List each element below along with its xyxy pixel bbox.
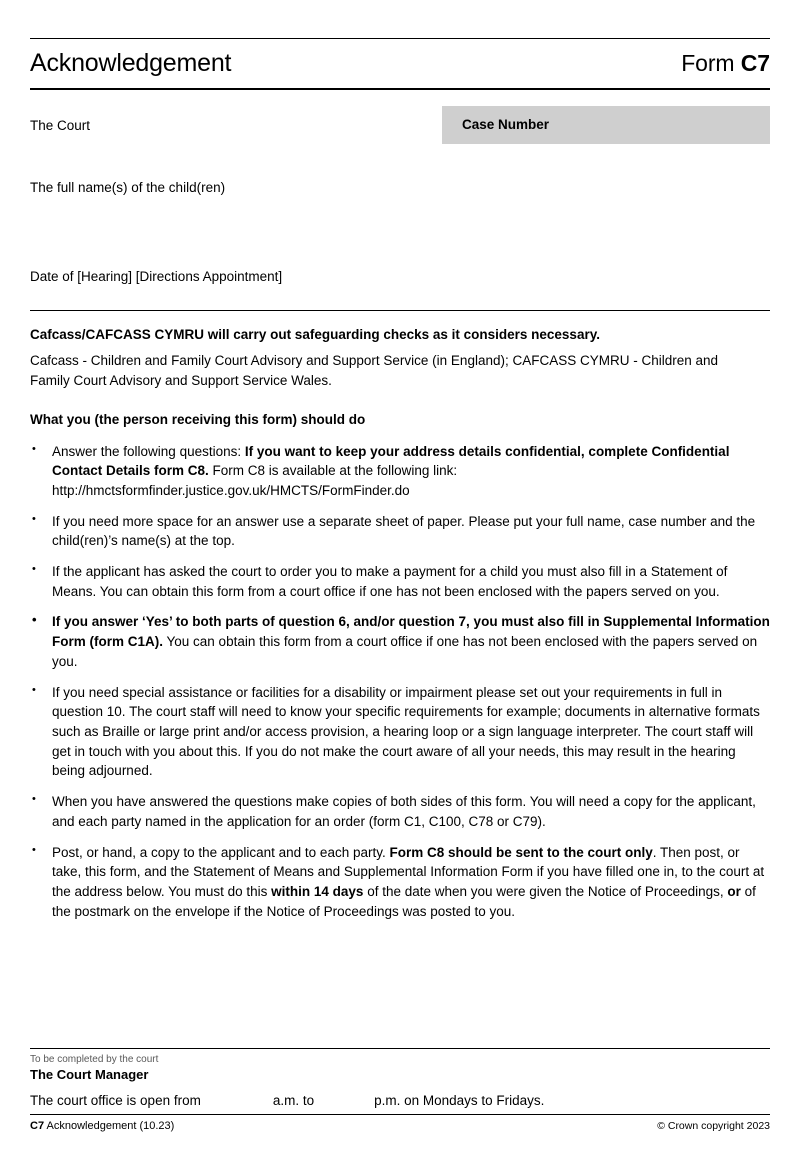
instruction-emphasis: or — [727, 883, 741, 899]
safeguarding-statement: Cafcass/CAFCASS CYMRU will carry out safeguarding checks as it considers necessary. — [30, 326, 600, 342]
instruction-emphasis: within 14 days — [271, 883, 364, 899]
instructions-list — [30, 442, 770, 922]
instruction-item — [30, 843, 770, 922]
page-title: Acknowledgement — [30, 49, 232, 77]
court-office-hours-row — [30, 1093, 770, 1114]
hearing-date-label: Date of [Hearing] [Directions Appointment] — [30, 268, 283, 284]
case-number-field[interactable] — [442, 106, 770, 144]
children-names-input-area[interactable] — [30, 195, 770, 269]
instruction-text: If the applicant has asked the court to order you to make a payment for a child you must also fill in a Statement of Means. You can obtain this form from a court office if one has not been enclosed with the papers served on you. — [52, 564, 728, 599]
instructions-heading: What you (the person receiving this form) should do — [30, 411, 366, 427]
children-names-label: The full name(s) of the child(ren) — [30, 179, 226, 195]
office-open-am-label: a.m. to — [272, 1093, 315, 1108]
footer-completed-by-court-note: To be completed by the court — [30, 1053, 159, 1065]
instruction-text: of the postmark on the envelope if the Notice of Proceedings was posted to you. — [52, 883, 756, 919]
instruction-text: Post, or hand, a copy to the applicant and to each party. — [52, 844, 390, 860]
instruction-text: If you need more space for an answer use a separate sheet of paper. Please put your full name, case number and the child(ren)’s name(s) at the top. — [52, 513, 756, 549]
hearing-date-input-area[interactable] — [30, 284, 770, 310]
court-field-label: The Court — [30, 117, 91, 133]
footer-court-manager-label: The Court Manager — [30, 1067, 149, 1082]
instruction-emphasis: If you answer ‘Yes’ to both parts of question 6, and/or question 7, you must also fill in Supplemental Information Form (form C1A). — [52, 614, 770, 650]
form-code: C7 — [740, 50, 770, 76]
document-header — [30, 39, 770, 88]
form-label-prefix: Form — [681, 50, 741, 76]
form-page — [0, 38, 800, 1168]
instruction-item — [30, 512, 770, 551]
instruction-item — [30, 442, 770, 501]
office-open-pm-label: p.m. on Mondays to Fridays. — [374, 1093, 545, 1108]
footer — [30, 1048, 770, 1133]
footer-form-name: Acknowledgement (10.23) — [44, 1120, 175, 1132]
instruction-item — [30, 562, 770, 601]
instruction-item — [30, 612, 770, 671]
instruction-text: Answer the following questions: — [52, 443, 245, 459]
footer-copyright: © Crown copyright 2023 — [657, 1120, 770, 1132]
instruction-item — [30, 683, 770, 782]
footer-form-reference — [30, 1120, 174, 1132]
instruction-text: When you have answered the questions make copies of both sides of this form. You will need a copy for the applicant, and each party named in the application for an order (form C1, C100, C78 or C79). — [52, 794, 756, 829]
case-number-label: Case Number — [462, 117, 550, 132]
footer-meta-row — [30, 1115, 770, 1132]
form-identifier — [681, 50, 770, 77]
instruction-text: Form C8 is available at the following link: http://hmctsformfinder.justice.gov.uk/HMCTS/FormFinder.do — [52, 463, 458, 498]
instruction-text: You can obtain this form from a court office if one has not been enclosed with the papers served on you. — [52, 634, 758, 669]
footer-form-code: C7 — [30, 1120, 45, 1132]
office-open-from-label: The court office is open from — [30, 1093, 201, 1108]
instruction-item — [30, 792, 770, 831]
court-case-block — [30, 90, 770, 180]
instruction-text: . Then post, or take, this form, and the Statement of Means and Supplemental Information Form if you have filled one in, to the court at the address below. You must do this — [52, 844, 765, 899]
instruction-text: of the date when you were given the Notice of Proceedings, — [363, 883, 728, 899]
instruction-text: If you need special assistance or facilities for a disability or impairment please set out your requirements in full in question 10. The court staff will need to know your specific requirements for example; documents in alternative formats such as Braille or large print and/or access provision, a hearing loop or a sign language interpreter. The court staff will get in touch with you about this. If you do not make the court aware of all your needs, this may result in the hearing being adjourned. — [52, 684, 760, 779]
safeguarding-explanation: Cafcass - Children and Family Court Advisory and Support Service (in England); CAFCASS CYMRU - Children and Family Court Advisory and Support Service Wales. — [30, 353, 719, 389]
instruction-emphasis: Form C8 should be sent to the court only — [389, 844, 653, 860]
instruction-emphasis: If you want to keep your address details confidential, complete Confidential Contact Details form C8. — [52, 443, 730, 479]
